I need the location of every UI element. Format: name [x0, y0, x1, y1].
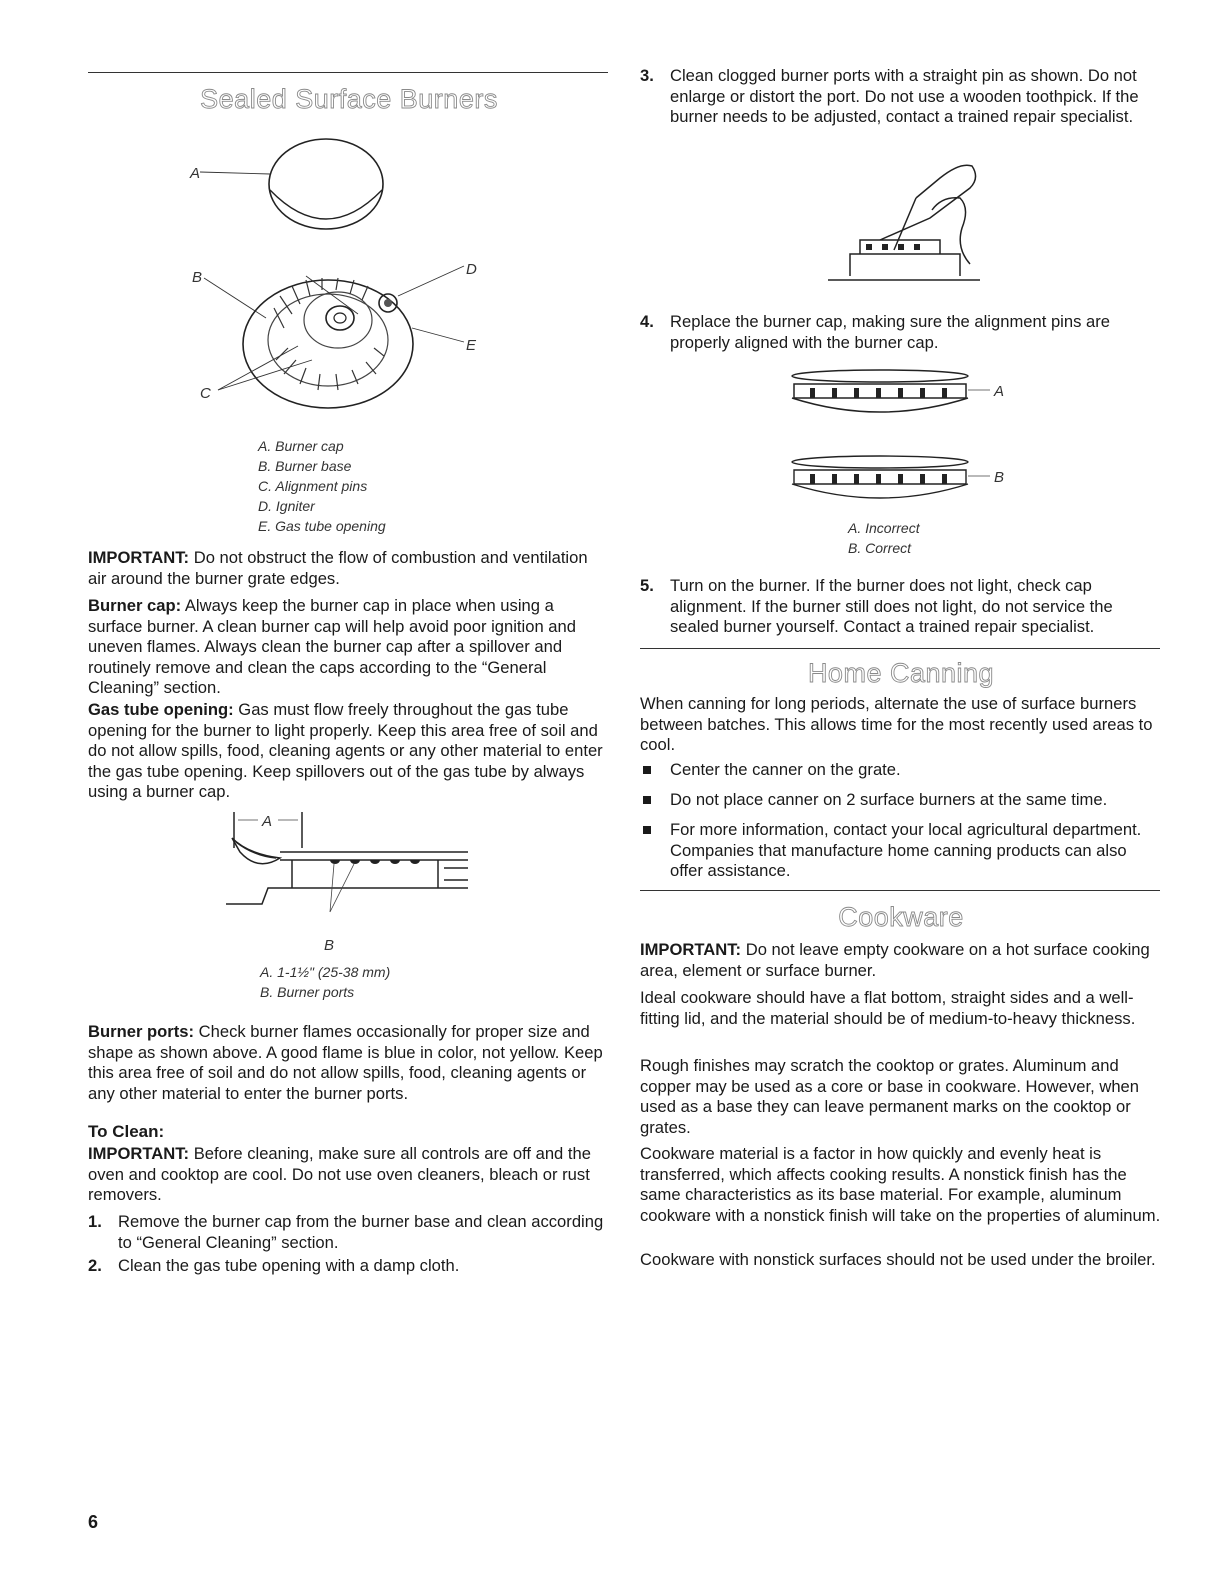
to-clean-heading: To Clean:: [88, 1122, 165, 1141]
section-title-cookware: Cookware: [838, 902, 964, 932]
cookware-paragraph: Ideal cookware should have a flat bottom, straight sides and a well-fitting lid, and the material should be of medium-to-heavy thickness.: [640, 988, 1136, 1028]
step-number: 4.: [640, 312, 654, 331]
fig1-caption-a: A. Burner cap: [258, 438, 344, 454]
section-rule: [88, 72, 608, 73]
fig1-caption-e: E. Gas tube opening: [258, 518, 386, 534]
step-number: 1.: [88, 1212, 102, 1231]
fig2-label-a: A: [262, 813, 273, 830]
fig2-caption-b: B. Burner ports: [260, 984, 355, 1000]
important-paragraph: IMPORTANT: Do not obstruct the flow of combustion and ventilation air around the burner grate edges.: [88, 548, 588, 588]
section-title-sealed-burners: Sealed Surface Burners: [200, 84, 498, 114]
fig4-captions: [848, 518, 920, 558]
fig1-label-b: B: [192, 269, 203, 286]
step-text: Replace the burner cap, making sure the alignment pins are properly aligned with the burner cap.: [670, 312, 1110, 352]
fig1-label-a: A: [190, 165, 201, 182]
gas-tube-paragraph: Gas tube opening: Gas must flow freely throughout the gas tube opening for the burner to light properly. Keep this area free of soil and do not allow spills, food, cleaning agents or any other material to enter the gas tube opening. Keep spillovers out of the gas tube by always using a burner cap.: [88, 700, 603, 801]
step-number: 5.: [640, 576, 654, 595]
fig4-caption-b: B. Correct: [848, 540, 912, 556]
flame-height-diagram: [218, 808, 478, 958]
important-clean-paragraph: IMPORTANT: Before cleaning, make sure all controls are off and the oven and cooktop are cool. Do not use oven cleaners, bleach or rust removers.: [88, 1144, 591, 1204]
section-rule: [640, 648, 1160, 649]
bullet-square: [643, 826, 651, 834]
fig2-captions: [260, 962, 390, 1002]
page-number: 6: [88, 1512, 99, 1532]
fig1-caption-c: C. Alignment pins: [258, 478, 368, 494]
pin-cleaning-diagram: [820, 158, 990, 284]
step-number: 2.: [88, 1256, 102, 1275]
fig4-label-a: A: [994, 383, 1005, 400]
fig1-captions: [258, 436, 386, 536]
fig2-label-b: B: [324, 937, 335, 954]
step-text: Turn on the burner. If the burner does not light, check cap alignment. If the burner still does not light, do not service the sealed burner yourself. Contact a trained repair specialist.: [670, 576, 1113, 636]
fig4-label-b: B: [994, 469, 1005, 486]
section-title-home-canning: Home Canning: [807, 658, 995, 688]
fig1-label-c: C: [200, 385, 211, 402]
fig1-caption-d: D. Igniter: [258, 498, 315, 514]
cookware-paragraph: Cookware with nonstick surfaces should not be used under the broiler.: [640, 1250, 1156, 1269]
fig1-caption-b: B. Burner base: [258, 458, 352, 474]
cookware-important: IMPORTANT: Do not leave empty cookware on a hot surface cooking area, element or surface burner.: [640, 940, 1150, 980]
bullet-square: [643, 766, 651, 774]
step-text: Remove the burner cap from the burner base and clean according to “General Cleaning” section.: [118, 1212, 604, 1252]
step-text: Clean the gas tube opening with a damp cloth.: [118, 1256, 460, 1275]
burner-exploded-diagram: [188, 128, 508, 428]
cookware-paragraph: Rough finishes may scratch the cooktop or grates. Aluminum and copper may be used as a core or base in cookware. However, when used as a base they can leave permanent marks on the cooktop or grates.: [640, 1056, 1140, 1137]
cookware-paragraph: Cookware material is a factor in how quickly and evenly heat is transferred, which affects cooking results. A nonstick finish has the same characteristics as its base material. For example, aluminum cookware with a nonstick finish will take on the properties of aluminum.: [640, 1144, 1161, 1225]
burner-ports-paragraph: Burner ports: Check burner flames occasionally for proper size and shape as shown above. A good flame is blue in color, not yellow. Keep this area free of soil and do not allow spills, food, cleaning agents or any other material to enter the burner ports.: [88, 1022, 603, 1103]
cap-alignment-diagram: [790, 364, 1020, 514]
fig1-label-e: E: [466, 337, 477, 354]
burner-cap-paragraph: Burner cap: Always keep the burner cap in place when using a surface burner. A clean burner cap will help avoid poor ignition and uneven flames. Always clean the burner cap after a spillover and routinely remove and clean the caps according to the “General Cleaning” section.: [88, 596, 576, 697]
fig1-label-d: D: [466, 261, 477, 278]
step-text: Clean clogged burner ports with a straight pin as shown. Do not enlarge or distort the port. Do not use a wooden toothpick. If the burner needs to be adjusted, contact a trained repair specialist.: [670, 66, 1139, 126]
fig4-caption-a: A. Incorrect: [848, 520, 920, 536]
step-number: 3.: [640, 66, 654, 85]
fig2-caption-a: A. 1-1½" (25-38 mm): [260, 964, 391, 980]
bullet-square: [643, 796, 651, 804]
section-rule: [640, 890, 1160, 891]
burner-cap-shape: [269, 139, 383, 229]
home-canning-intro: When canning for long periods, alternate the use of surface burners between batches. This allows time for the most recently used areas to cool.: [640, 694, 1153, 754]
